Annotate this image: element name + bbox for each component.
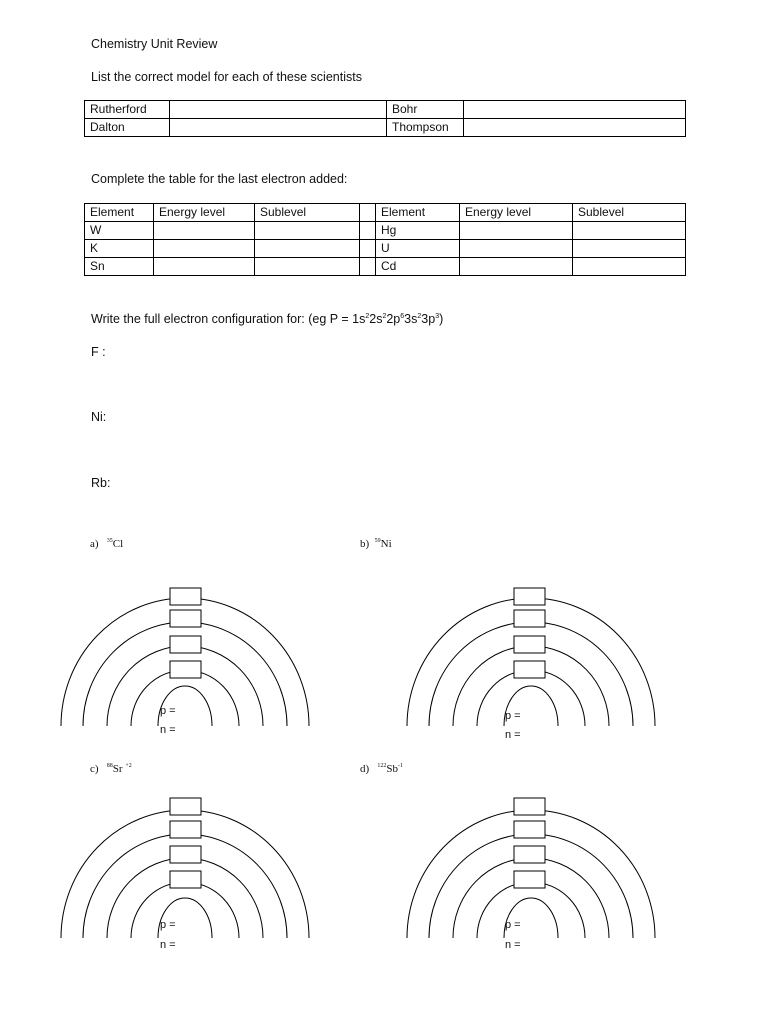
electron-box[interactable] xyxy=(514,588,545,605)
answer-cell[interactable] xyxy=(255,222,360,240)
question-letter: d) xyxy=(360,763,370,775)
neutron-label: n = xyxy=(505,729,521,741)
electron-box[interactable] xyxy=(170,636,201,653)
bohr-diagram-d xyxy=(407,798,655,938)
column-header: Sublevel xyxy=(255,204,360,222)
electron-box[interactable] xyxy=(514,821,545,838)
proton-label: p = xyxy=(505,710,521,722)
config-item-ni: Ni: xyxy=(91,410,107,424)
answer-cell[interactable] xyxy=(573,258,686,276)
proton-label: p = xyxy=(160,919,176,931)
mass-number: 122 xyxy=(377,763,387,769)
answer-cell[interactable] xyxy=(170,119,387,137)
question-letter: a) xyxy=(90,538,99,550)
mass-number: 59 xyxy=(374,538,381,544)
spacer-cell xyxy=(360,240,376,258)
shell-2 xyxy=(477,882,585,938)
models-prompt: List the correct model for each of these scientists xyxy=(91,70,362,84)
electron-box[interactable] xyxy=(514,610,545,627)
proton-label: p = xyxy=(505,919,521,931)
neutron-label: n = xyxy=(505,939,521,951)
superscript: 6 xyxy=(400,313,405,320)
answer-cell[interactable] xyxy=(255,258,360,276)
electron-box[interactable] xyxy=(170,588,201,605)
answer-cell[interactable] xyxy=(464,101,686,119)
configuration-prompt xyxy=(91,312,443,326)
electron-table xyxy=(84,203,686,276)
question-letter: b) xyxy=(360,538,370,550)
mass-number: 88 xyxy=(106,763,113,769)
column-header: Energy level xyxy=(154,204,255,222)
neutron-label: n = xyxy=(160,939,176,951)
electron-box[interactable] xyxy=(514,798,545,815)
electron-box[interactable] xyxy=(170,871,201,888)
shell-arcs xyxy=(61,588,309,728)
spacer-cell xyxy=(360,258,376,276)
bohr-diagram-a xyxy=(61,588,309,728)
answer-cell[interactable] xyxy=(154,240,255,258)
element-cell: U xyxy=(376,240,460,258)
table-row xyxy=(85,258,686,276)
table-row xyxy=(85,222,686,240)
question-label-b xyxy=(360,538,392,550)
spacer-cell xyxy=(360,204,376,222)
element-cell: Hg xyxy=(376,222,460,240)
question-label-d xyxy=(360,763,403,775)
answer-cell[interactable] xyxy=(154,222,255,240)
question-label-a xyxy=(90,538,123,550)
element-symbol: Ni xyxy=(380,538,392,550)
config-item-rb: Rb: xyxy=(91,476,111,490)
column-header: Element xyxy=(376,204,460,222)
electron-box[interactable] xyxy=(514,661,545,678)
prompt-text: 3s xyxy=(404,312,418,326)
prompt-text: ) xyxy=(439,312,444,326)
electron-box[interactable] xyxy=(170,821,201,838)
table-cell: Dalton xyxy=(85,119,170,137)
table-row xyxy=(85,101,686,119)
answer-cell[interactable] xyxy=(573,240,686,258)
superscript: 2 xyxy=(382,313,387,320)
answer-cell[interactable] xyxy=(464,119,686,137)
answer-cell[interactable] xyxy=(460,222,573,240)
shell-arcs xyxy=(61,798,309,938)
shell-arcs xyxy=(407,588,655,728)
bohr-diagram-c xyxy=(61,798,309,938)
element-cell: W xyxy=(85,222,154,240)
table-header-row xyxy=(85,204,686,222)
superscript: 2 xyxy=(365,313,370,320)
electron-box[interactable] xyxy=(514,871,545,888)
table-cell: Rutherford xyxy=(85,101,170,119)
question-label-c xyxy=(90,763,132,775)
table-row xyxy=(85,119,686,137)
proton-label: p = xyxy=(160,705,176,717)
neutron-label: n = xyxy=(160,724,176,736)
question-letter: c) xyxy=(90,763,99,775)
shell-1 xyxy=(504,898,558,938)
element-cell: Cd xyxy=(376,258,460,276)
electron-box[interactable] xyxy=(170,661,201,678)
answer-cell[interactable] xyxy=(170,101,387,119)
column-header: Sublevel xyxy=(573,204,686,222)
shell-arcs xyxy=(407,798,655,938)
spacer-cell xyxy=(360,222,376,240)
answer-cell[interactable] xyxy=(255,240,360,258)
element-cell: Sn xyxy=(85,258,154,276)
electron-box[interactable] xyxy=(170,610,201,627)
electron-box[interactable] xyxy=(170,798,201,815)
column-header: Energy level xyxy=(460,204,573,222)
shell-1 xyxy=(158,898,212,938)
page-title: Chemistry Unit Review xyxy=(91,37,218,51)
electron-box[interactable] xyxy=(514,846,545,863)
superscript: 3 xyxy=(435,313,440,320)
ion-charge: +2 xyxy=(125,763,132,769)
superscript: 2 xyxy=(417,313,422,320)
prompt-text: Write the full electron configuration for: (eg P = 1s xyxy=(91,312,366,326)
element-symbol: Sb xyxy=(386,763,399,775)
answer-cell[interactable] xyxy=(460,240,573,258)
config-item-f: F : xyxy=(91,345,106,359)
answer-cell[interactable] xyxy=(573,222,686,240)
answer-cell[interactable] xyxy=(154,258,255,276)
electron-box[interactable] xyxy=(170,846,201,863)
electron-table-prompt: Complete the table for the last electron added: xyxy=(91,172,348,186)
table-row xyxy=(85,240,686,258)
table-cell: Thompson xyxy=(387,119,464,137)
element-cell: K xyxy=(85,240,154,258)
table-cell: Bohr xyxy=(387,101,464,119)
bohr-diagram-b xyxy=(407,588,655,728)
models-table xyxy=(84,100,686,137)
answer-cell[interactable] xyxy=(460,258,573,276)
element-symbol: Cl xyxy=(112,538,124,550)
element-symbol: Sr xyxy=(112,763,123,775)
ion-charge: -1 xyxy=(398,763,404,769)
prompt-text: 2s xyxy=(369,312,383,326)
mass-number: 35 xyxy=(106,538,113,544)
column-header: Element xyxy=(85,204,154,222)
shell-2 xyxy=(131,882,239,938)
prompt-text: 2p xyxy=(386,312,401,326)
electron-box[interactable] xyxy=(514,636,545,653)
prompt-text: 3p xyxy=(421,312,436,326)
